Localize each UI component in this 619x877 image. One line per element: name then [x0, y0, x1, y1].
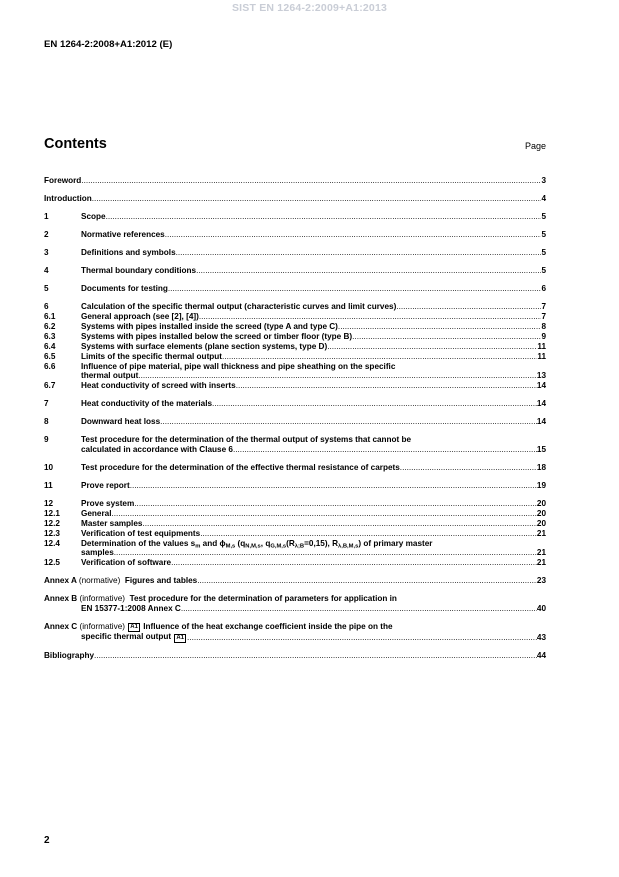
toc-page: 20: [536, 518, 546, 528]
toc-entry-12-1[interactable]: [44, 509, 546, 519]
toc-page: 5: [541, 229, 546, 239]
toc-number: 3: [44, 247, 49, 257]
toc-number: 1: [44, 211, 49, 221]
annex-qualifier: (informative): [79, 621, 125, 631]
toc-page: 11: [537, 351, 546, 361]
toc-number: 6.2: [44, 321, 56, 331]
toc-number: 6.3: [44, 331, 56, 341]
toc-page: 43: [536, 633, 546, 643]
toc-page: 8: [541, 321, 546, 331]
toc-page: 3: [541, 176, 546, 185]
toc-title: Test procedure for the determination of the effective thermal resistance of carpets: [81, 462, 400, 472]
toc-page: 20: [536, 498, 546, 508]
toc-title: Limits of the specific thermal output: [81, 351, 223, 361]
document-id: EN 1264-2:2008+A1:2012 (E): [44, 39, 173, 50]
toc-title: Documents for testing: [81, 283, 168, 293]
annex-qualifier: (normative): [78, 576, 121, 586]
toc-page: 5: [541, 247, 546, 257]
toc-number: 9: [44, 435, 49, 445]
toc-number: 12: [44, 498, 54, 508]
toc-entry-introduction[interactable]: [44, 194, 546, 204]
toc-entry-foreword[interactable]: [44, 176, 546, 186]
toc-entry-12-5[interactable]: [44, 558, 546, 568]
toc-entry-11[interactable]: [44, 481, 546, 491]
toc-entry-6-1[interactable]: [44, 312, 546, 322]
toc-page: 15: [536, 444, 546, 454]
toc-page: 7: [541, 311, 546, 321]
toc-title-line1: Test procedure for the determination of parameters for application in: [129, 594, 397, 604]
page-title: Contents: [44, 136, 107, 152]
page-column-label: Page: [524, 141, 546, 151]
toc-page: 21: [536, 528, 546, 538]
toc-page: 4: [541, 193, 546, 203]
toc-number: 6.5: [44, 351, 56, 361]
toc-page: 5: [541, 265, 546, 275]
toc-title: Bibliography: [44, 651, 95, 661]
toc-page: 5: [541, 211, 546, 221]
toc-entry-7[interactable]: [44, 399, 546, 409]
page-number: 2: [44, 835, 50, 846]
toc-title: Calculation of the specific thermal output (characteristic curves and limit curves): [81, 301, 397, 311]
toc-entry-6-2[interactable]: [44, 322, 546, 332]
toc-entry-8[interactable]: [44, 417, 546, 427]
toc-number: 10: [44, 462, 54, 472]
toc-page: 9: [541, 331, 546, 341]
toc-title: Thermal boundary conditions: [81, 265, 197, 275]
toc-title: Prove report: [81, 480, 130, 490]
toc-number: 6.6: [44, 361, 56, 371]
watermark: SIST EN 1264-2:2009+A1:2013: [231, 2, 388, 14]
toc-title: Definitions and symbols: [81, 247, 176, 257]
toc-number: 2: [44, 229, 49, 239]
toc-page: 21: [536, 548, 546, 558]
toc-number: 6: [44, 301, 49, 311]
toc-entry-12-4[interactable]: [44, 539, 546, 558]
toc-title-line1: Test procedure for the determination of the thermal output of systems that cannot be: [81, 435, 412, 445]
toc-title: Verification of test equipments: [81, 528, 201, 538]
toc-entry-3[interactable]: [44, 248, 546, 258]
toc-title-line2: thermal output: [81, 371, 139, 381]
toc-number: 6.1: [44, 311, 56, 321]
toc-title: Systems with pipes installed below the screed or timber floor (type B): [81, 331, 353, 341]
toc-title: Downward heat loss: [81, 417, 161, 427]
toc-page: 6: [541, 283, 546, 293]
toc-entry-6-6[interactable]: [44, 362, 546, 381]
toc-entry-10[interactable]: [44, 463, 546, 473]
toc-entry-1[interactable]: [44, 212, 546, 222]
toc-number: 12.5: [44, 558, 60, 568]
toc-page: 44: [536, 651, 546, 661]
toc-title: Verification of software: [81, 558, 172, 568]
toc-page: 7: [541, 301, 546, 311]
toc-number: 6.7: [44, 381, 56, 391]
toc-number: 12.4: [44, 538, 60, 548]
toc-entry-2[interactable]: [44, 230, 546, 240]
toc-entry-6-5[interactable]: [44, 352, 546, 362]
toc-title: Systems with surface elements (plane section systems, type D): [81, 341, 328, 351]
toc-page: 14: [536, 399, 546, 409]
toc-entry-bibliography[interactable]: [44, 651, 546, 661]
toc-entry-annex-a[interactable]: [44, 576, 546, 586]
toc-title-line1: Determination of the values $s_m$ and $\phi_{M,s}$ ($q_{N,M,s}$, $q_{G,M,s}(R_{\lambda;B}=0,15)$, $R_{\lambda,B,M,s}$) of primary master: [81, 538, 433, 550]
table-of-contents: [44, 176, 546, 661]
annex-qualifier: (informative): [79, 594, 125, 604]
toc-page: 20: [536, 508, 546, 518]
toc-title: Introduction: [44, 193, 92, 203]
toc-number: 12.3: [44, 528, 60, 538]
toc-title: Normative references: [81, 229, 165, 239]
toc-title: Heat conductivity of screed with inserts: [81, 381, 236, 391]
toc-page: 14: [536, 417, 546, 427]
toc-title: General: [81, 508, 112, 518]
toc-page: 21: [536, 558, 546, 568]
toc-entry-annex-c[interactable]: [44, 622, 546, 643]
toc-entry-12-2[interactable]: [44, 519, 546, 529]
toc-title: Master samples: [81, 518, 143, 528]
toc-number: 4: [44, 265, 49, 275]
toc-entry-12[interactable]: [44, 499, 546, 509]
toc-title-line2: calculated in accordance with Clause 6: [81, 444, 233, 454]
amendment-end-icon: A1: [176, 634, 185, 641]
toc-title: Foreword: [44, 176, 82, 185]
toc-title-line2: samples: [81, 548, 114, 558]
toc-entry-9[interactable]: [44, 435, 546, 454]
toc-page: 14: [536, 381, 546, 391]
toc-entry-12-3[interactable]: [44, 529, 546, 539]
toc-page: 23: [536, 576, 546, 586]
toc-number: 12.2: [44, 518, 60, 528]
toc-entry-5[interactable]: [44, 284, 546, 294]
toc-number: 7: [44, 399, 49, 409]
toc-title-line2: EN 15377-1:2008 Annex C: [81, 603, 181, 613]
toc-page: 40: [536, 603, 546, 613]
toc-number: 12.1: [44, 508, 60, 518]
toc-entry-6-4[interactable]: [44, 342, 546, 352]
annex-label: Annex C: [44, 621, 78, 631]
toc-title: Figures and tables: [124, 576, 198, 586]
toc-title: Systems with pipes installed inside the screed (type A and type C): [81, 321, 338, 331]
toc-title: General approach (see [2], [4]): [81, 311, 199, 321]
toc-page: 19: [536, 480, 546, 490]
toc-title: Heat conductivity of the materials: [81, 399, 213, 409]
toc-entry-6-7[interactable]: [44, 381, 546, 391]
toc-entry-6-3[interactable]: [44, 332, 546, 342]
toc-title: Prove system: [81, 498, 135, 508]
toc-title: Scope: [81, 211, 106, 221]
annex-label: Annex B: [44, 594, 78, 604]
toc-number: 8: [44, 417, 49, 427]
toc-number: 6.4: [44, 341, 56, 351]
toc-page: 13: [536, 371, 546, 381]
toc-entry-6[interactable]: [44, 302, 546, 312]
amendment-start-icon: A1: [130, 624, 138, 631]
annex-label: Annex A: [44, 576, 77, 586]
toc-number: 5: [44, 283, 49, 293]
toc-title-line2: specific thermal output: [81, 632, 172, 642]
toc-entry-annex-b[interactable]: [44, 594, 546, 613]
toc-page: 11: [537, 341, 546, 351]
toc-title-line1: Influence of pipe material, pipe wall thickness and pipe sheathing on the specific: [81, 361, 396, 371]
toc-number: 11: [44, 480, 53, 490]
toc-entry-4[interactable]: [44, 266, 546, 276]
toc-title-line1: Influence of the heat exchange coefficient inside the pipe on the: [143, 621, 393, 631]
toc-page: 18: [536, 462, 546, 472]
